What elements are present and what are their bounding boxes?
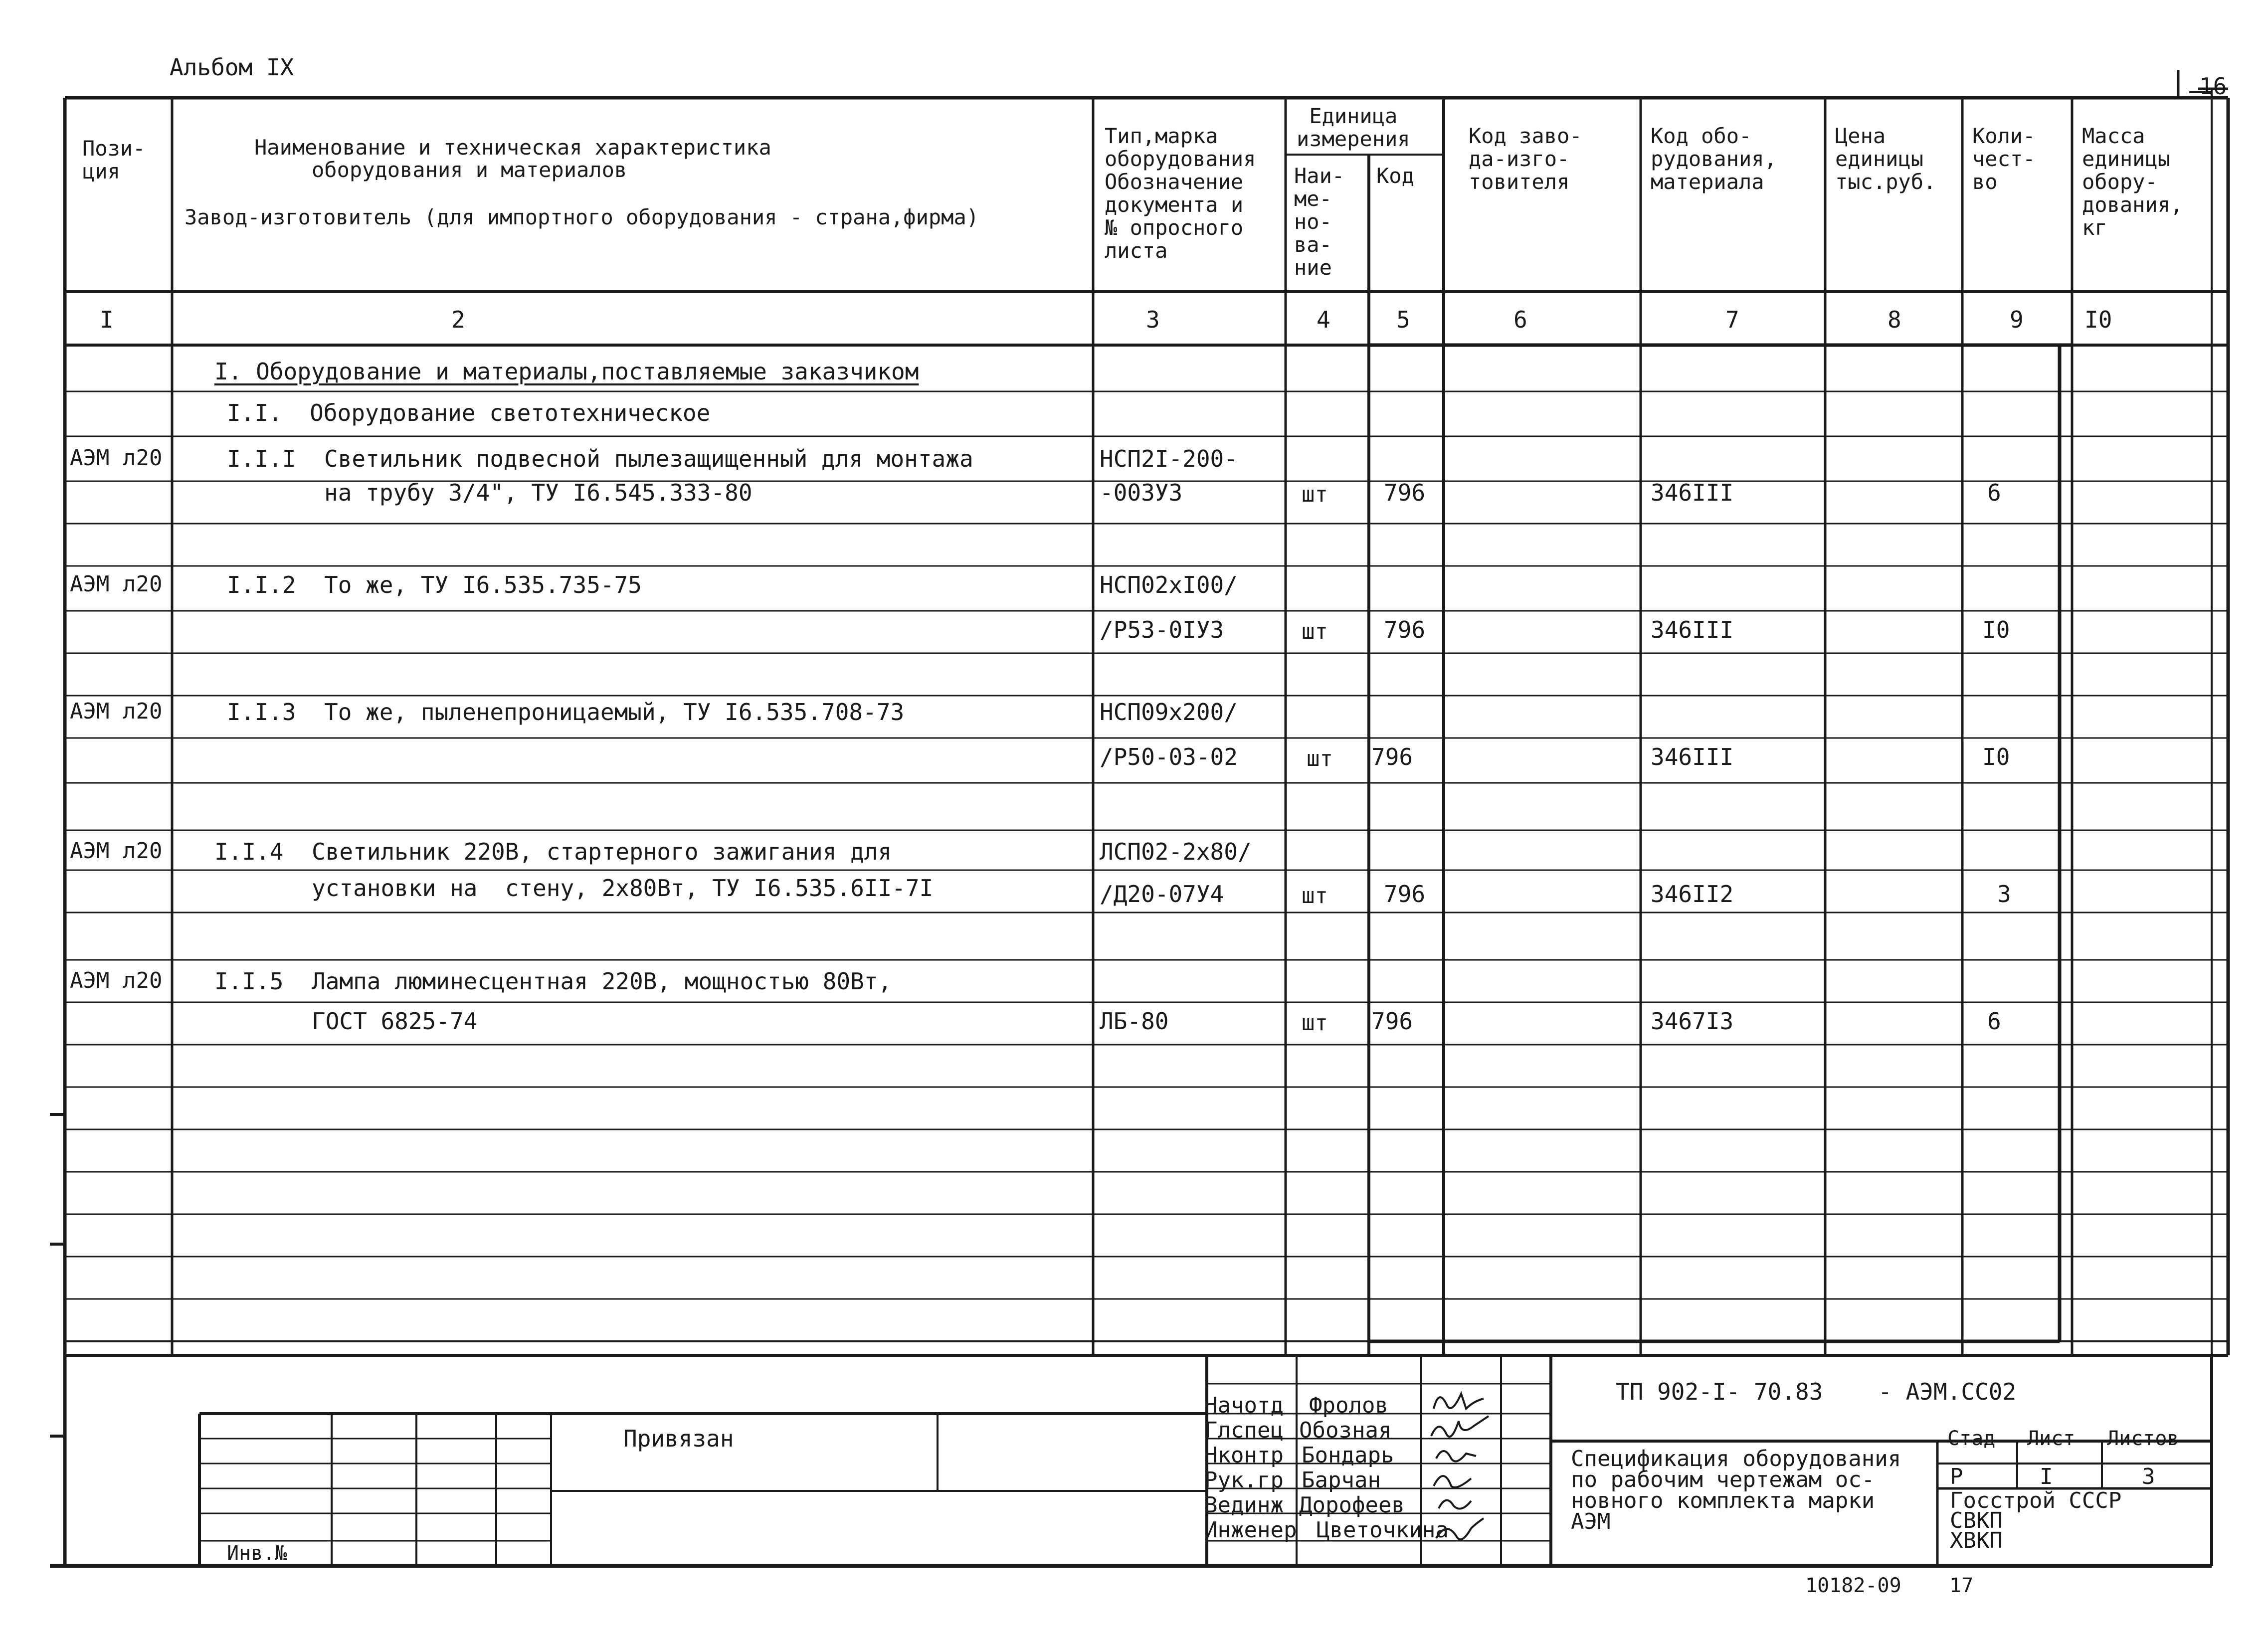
column-number: 6	[1513, 306, 1527, 333]
row-type-line2: ЛБ-80	[1100, 1008, 1169, 1035]
row-unit: шт	[1302, 1010, 1328, 1036]
role-label: Нконтр	[1204, 1443, 1284, 1468]
row-unit: шт	[1302, 619, 1328, 644]
sheet-label: Лист	[2027, 1427, 2076, 1450]
album-label: Альбом IX	[170, 54, 294, 81]
row-number: I.I.I	[227, 445, 296, 472]
column-number: 5	[1396, 306, 1410, 333]
signer-name: Цветочкина	[1317, 1517, 1449, 1543]
row-position: АЭМ л20	[70, 571, 163, 597]
signer-name: Барчан	[1302, 1467, 1381, 1493]
stage-label: Стад	[1947, 1427, 1996, 1450]
row-name-line1: Светильник подвесной пылезащищенный для монтажа	[324, 445, 973, 472]
header-position: Пози- ция	[82, 136, 146, 183]
signer-name: Обозная	[1299, 1418, 1392, 1443]
header-equipment-code: Код обо- рудования, материала	[1651, 124, 1777, 194]
row-type-line1: ЛСП02-2х80/	[1100, 838, 1252, 865]
organization: Госстрой СССР СВКП ХВКП	[1950, 1488, 2122, 1553]
row-name-line1: Лампа люминесцентная 220В, мощностью 80Вт,	[312, 968, 892, 995]
row-number: I.I.4	[214, 838, 284, 865]
row-name-line1: Светильник 220В, стартерного зажигания для	[312, 838, 892, 865]
row-position: АЭМ л20	[70, 445, 163, 471]
row-type-line2: /Д20-07У4	[1100, 881, 1224, 908]
header-quantity: Коли- чест- во	[1972, 124, 2036, 194]
row-unit: шт	[1307, 746, 1333, 771]
page-number: 16	[2199, 73, 2227, 100]
footer-note: 10182-09 17	[1805, 1574, 1974, 1597]
column-number: 2	[451, 306, 465, 333]
signer-name: Фролов	[1309, 1393, 1388, 1418]
column-number: 7	[1725, 306, 1739, 333]
row-equipment-code: 3467I3	[1651, 1008, 1734, 1035]
row-position: АЭМ л20	[70, 968, 163, 993]
header-unit-price: Цена единицы тыс.руб.	[1835, 124, 1936, 194]
column-number: I	[100, 306, 114, 333]
document-code: ТП 902-I- 70.83 - АЭМ.СС02	[1616, 1378, 2017, 1405]
section-title: I. Оборудование и материалы,поставляемые заказчиком	[214, 358, 919, 385]
header-name-line2: оборудования и материалов	[312, 158, 627, 182]
row-position: АЭМ л20	[70, 838, 163, 864]
signer-name: Дорофеев	[1299, 1492, 1405, 1518]
row-type-line1: НСП09х200/	[1100, 699, 1238, 726]
role-label: Начотд	[1204, 1393, 1284, 1418]
stage-value: Р	[1950, 1464, 1963, 1489]
row-quantity: 6	[1987, 479, 2001, 506]
row-quantity: I0	[1982, 616, 2010, 643]
document-description: Спецификация оборудования по рабочим чертежам ос- новного комплекта марки АЭМ	[1571, 1446, 1901, 1534]
row-unit-code: 796	[1384, 881, 1426, 908]
row-name-line2: ГОСТ 6825-74	[312, 1008, 478, 1035]
row-equipment-code: 346III	[1651, 479, 1734, 506]
row-number: I.I.3	[227, 699, 296, 726]
column-number: 8	[1888, 306, 1901, 333]
header-unit-code: Код	[1376, 164, 1414, 188]
row-quantity: I0	[1982, 743, 2010, 770]
row-unit-code: 796	[1371, 1008, 1413, 1035]
row-name-line2: на трубу 3/4", ТУ I6.545.333-80	[324, 479, 753, 506]
role-label: Глспец	[1204, 1418, 1284, 1443]
privyazan-label: Привязан	[623, 1425, 734, 1452]
subsection-title: I.I. Оборудование светотехническое	[227, 399, 711, 426]
sheets-label: Листов	[2107, 1427, 2179, 1450]
header-manufacturer: Завод-изготовитель (для импортного оборудования - страна,фирма)	[185, 205, 979, 229]
row-position: АЭМ л20	[70, 699, 163, 724]
row-equipment-code: 346II2	[1651, 881, 1734, 908]
handwritten-signatures	[1424, 1384, 1499, 1563]
row-equipment-code: 346III	[1651, 616, 1734, 643]
row-unit-code: 796	[1371, 743, 1413, 770]
row-quantity: 6	[1987, 1008, 2001, 1035]
row-name-line1: То же, ТУ I6.535.735-75	[324, 571, 642, 598]
row-unit-code: 796	[1384, 616, 1426, 643]
row-equipment-code: 346III	[1651, 743, 1734, 770]
row-number: I.I.2	[227, 571, 296, 598]
row-unit: шт	[1302, 482, 1328, 507]
row-type-line2: -003У3	[1100, 479, 1183, 506]
row-type-line1: НСП02хI00/	[1100, 571, 1238, 598]
row-unit: шт	[1302, 883, 1328, 909]
role-label: Инженер	[1204, 1517, 1297, 1543]
inventory-label: Инв.№	[227, 1542, 287, 1565]
row-quantity: 3	[1997, 881, 2011, 908]
row-type-line1: НСП2I-200-	[1100, 445, 1238, 472]
header-unit-name: Наи- ме- но- ва- ние	[1294, 164, 1345, 280]
role-label: Рук.гр	[1204, 1467, 1284, 1493]
row-name-line2: установки на стену, 2х80Вт, ТУ I6.535.6II-7I	[312, 875, 934, 902]
role-label: Вединж	[1204, 1492, 1284, 1518]
row-type-line2: /Р53-0IУ3	[1100, 616, 1224, 643]
row-unit-code: 796	[1384, 479, 1426, 506]
column-number: 3	[1146, 306, 1160, 333]
sheet-value: I	[2040, 1464, 2053, 1489]
header-unit-group: Единица измерения	[1297, 104, 1410, 151]
header-unit-mass: Масса единицы обору- дования, кг	[2082, 124, 2183, 240]
header-name-line1: Наименование и техническая характеристика	[254, 135, 771, 160]
column-number: I0	[2084, 306, 2112, 333]
row-number: I.I.5	[214, 968, 284, 995]
signer-name: Бондарь	[1302, 1443, 1394, 1468]
column-number: 4	[1317, 306, 1330, 333]
header-type: Тип,марка оборудования Обозначение документа и № опросного листа	[1105, 124, 1256, 263]
header-factory-code: Код заво- да-изго- товителя	[1469, 124, 1582, 194]
column-number: 9	[2010, 306, 2024, 333]
row-name-line1: То же, пыленепроницаемый, ТУ I6.535.708-73	[324, 699, 905, 726]
row-type-line2: /Р50-03-02	[1100, 743, 1238, 770]
sheets-value: 3	[2142, 1464, 2155, 1489]
